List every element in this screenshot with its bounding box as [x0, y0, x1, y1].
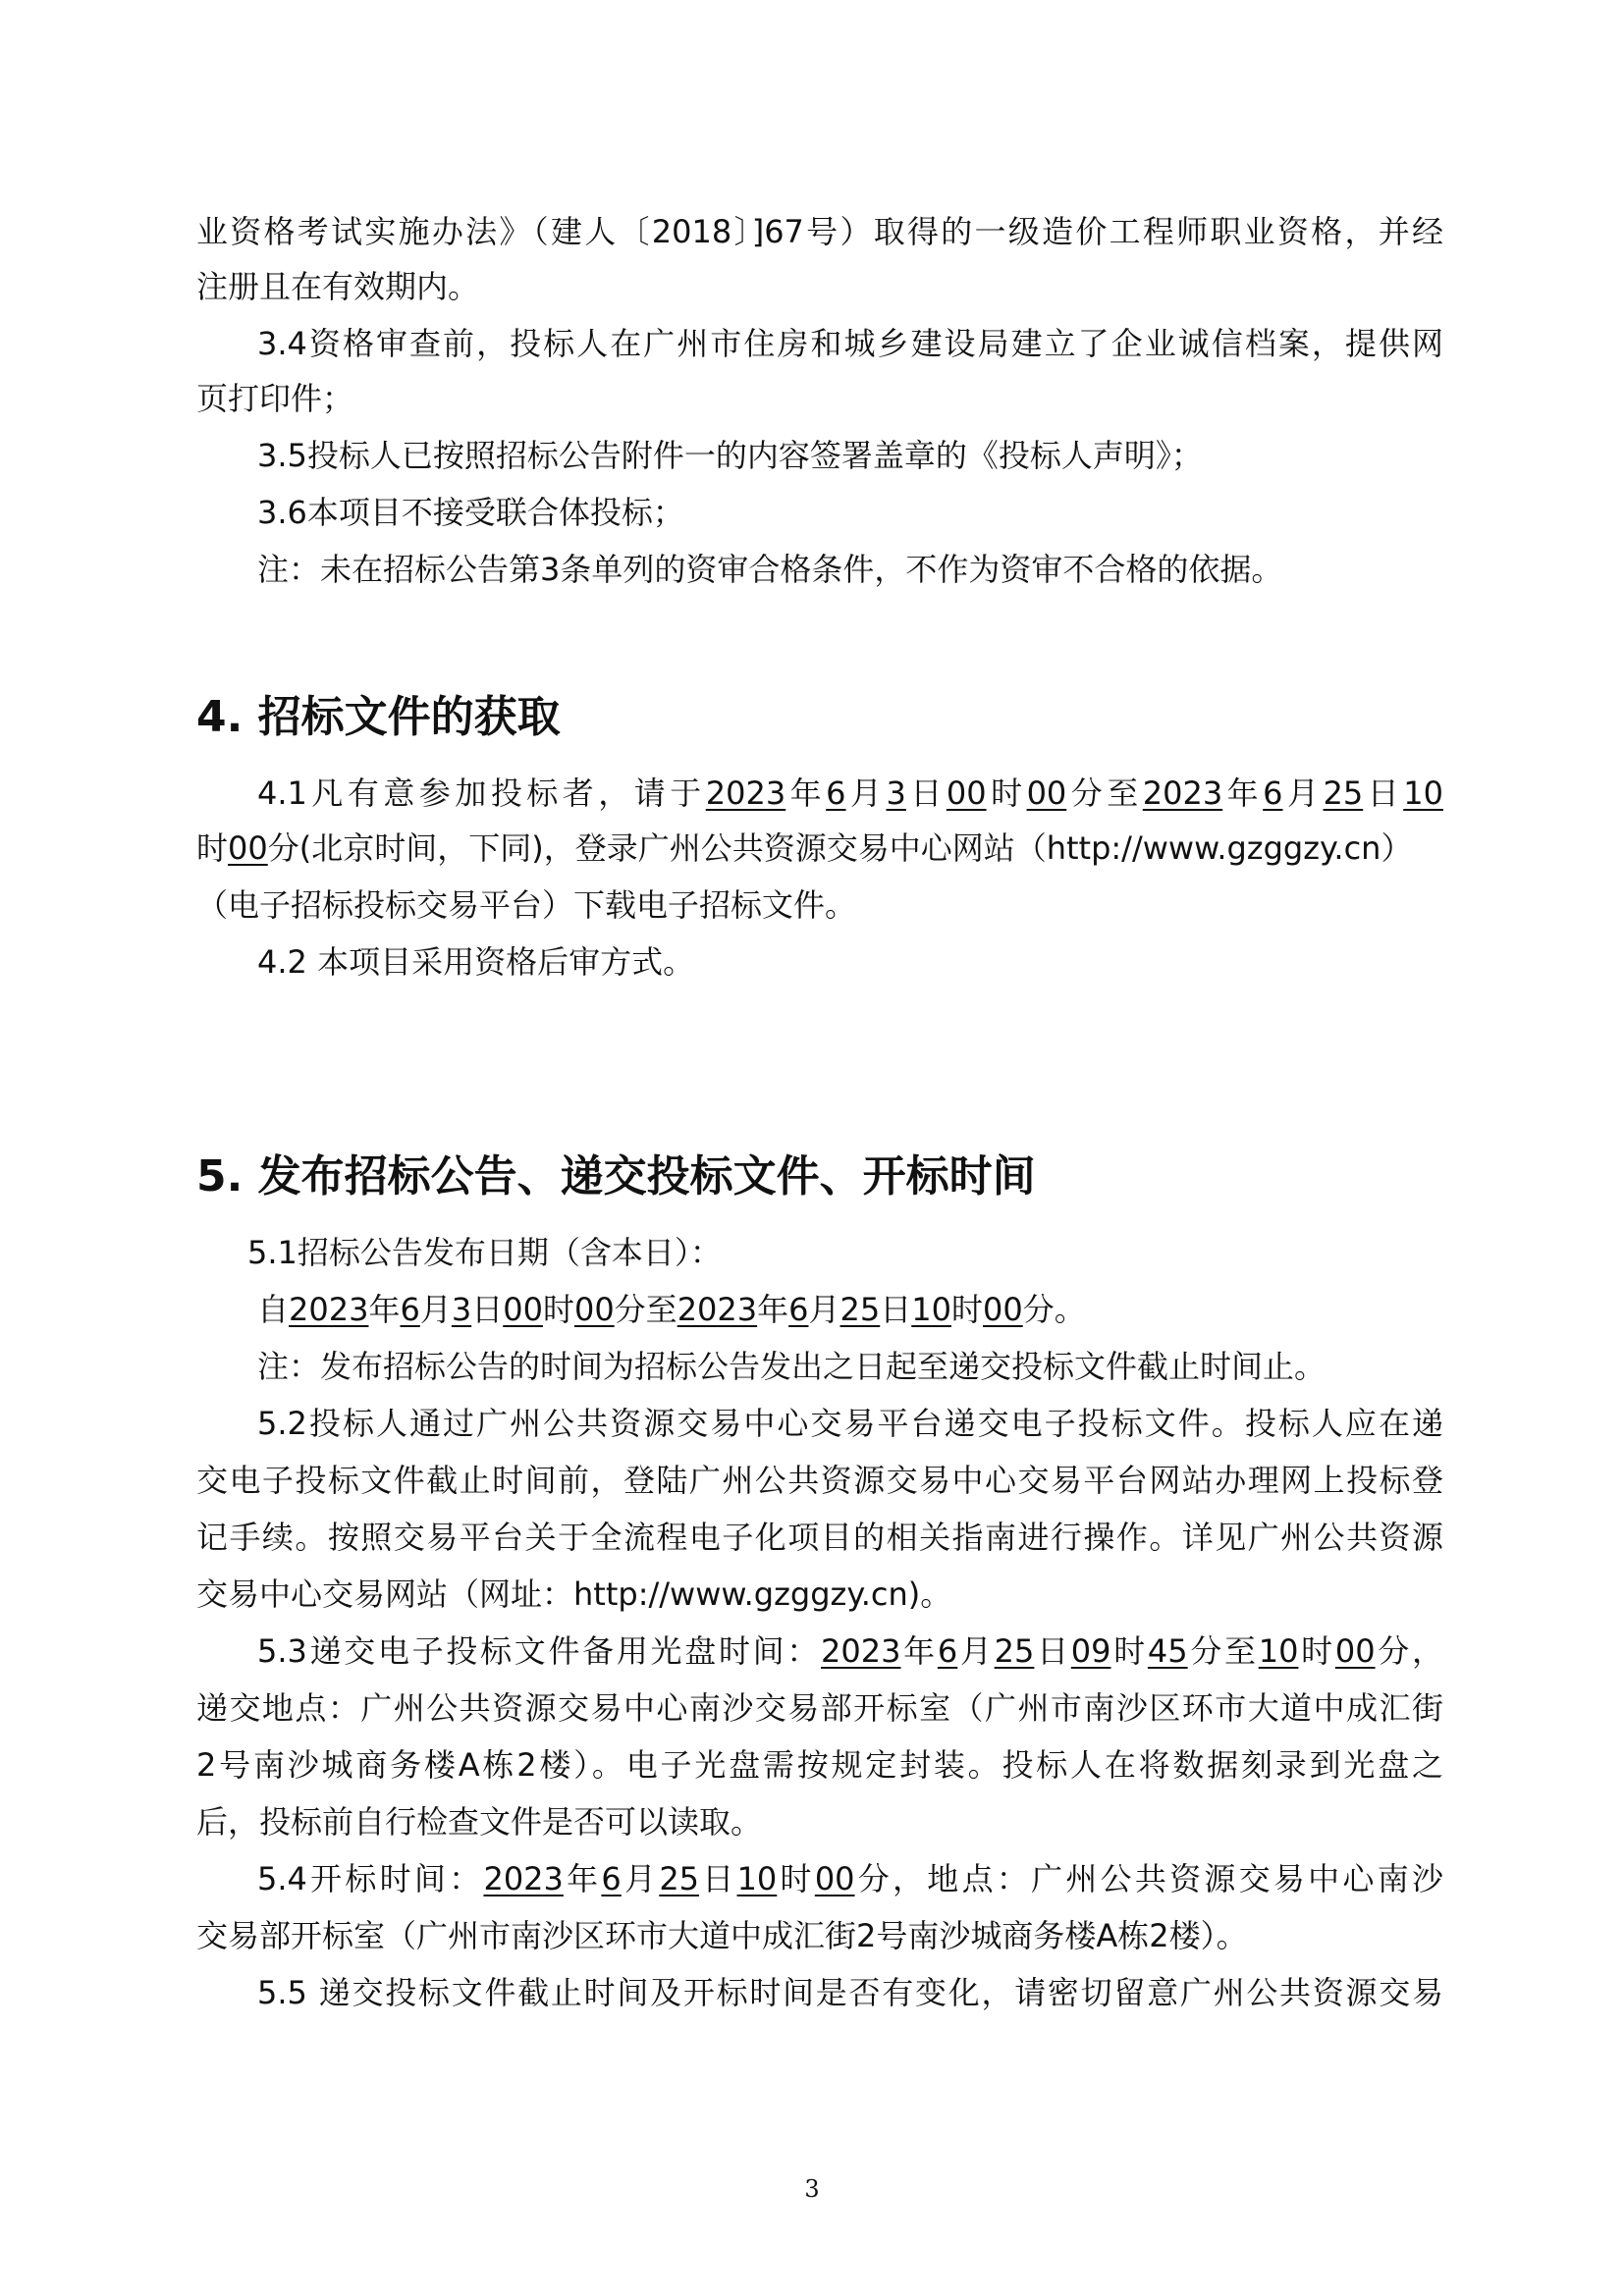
- note-3: 注：未在招标公告第3条单列的资审合格条件，不作为资审不合格的依据。: [257, 551, 1283, 588]
- paragraph-5-1-line-1: 5.1招标公告发布日期（含本日）：: [247, 1234, 722, 1271]
- p5-1-t-day: 日: [471, 1291, 504, 1328]
- p5-1-start-hour: 00: [503, 1291, 543, 1328]
- p5-4-day: 25: [659, 1860, 700, 1897]
- p5-1-t-month: 月: [419, 1291, 452, 1328]
- p5-3-year: 2023: [821, 1632, 901, 1670]
- paragraph-3-3-line-1: 业资格考试实施办法》（建人〔2018〕]67号）取得的一级造价工程师职业资格，并经: [196, 213, 1443, 250]
- p4-1-t-year2: 年: [1222, 774, 1264, 812]
- paragraph-5-3-line-2: 递交地点：广州公共资源交易中心南沙交易部开标室（广州市南沙区环市大道中成汇街: [196, 1689, 1443, 1727]
- p5-3-t-end: 分，: [1375, 1632, 1443, 1670]
- p4-1-start-hour: 00: [946, 774, 987, 812]
- p4-1-end-minute: 00: [228, 829, 268, 867]
- paragraph-4-1-line-1: [257, 774, 1443, 813]
- p5-1-t-hour2: 时: [950, 1291, 983, 1328]
- paragraph-3-6: 3.6本项目不接受联合体投标；: [257, 494, 684, 531]
- p5-3-end-minute: 00: [1334, 1632, 1376, 1670]
- section-4-heading: 4. 招标文件的获取: [196, 692, 561, 742]
- p5-1-start-year: 2023: [289, 1291, 369, 1328]
- paragraph-3-4-line-2: 页打印件；: [196, 380, 354, 417]
- p5-1-t-end: 分。: [1022, 1291, 1086, 1328]
- p5-1-end-year: 2023: [677, 1291, 758, 1328]
- p5-1-t-minute-to: 分至: [614, 1291, 677, 1328]
- p5-3-hour: 09: [1070, 1632, 1111, 1670]
- paragraph-4-2: 4.2 本项目采用资格后审方式。: [257, 943, 695, 981]
- p4-1-t-month: 月: [845, 774, 887, 812]
- p5-1-end-hour: 10: [911, 1291, 951, 1328]
- paragraph-5-3-line-4: 后，投标前自行检查文件是否可以读取。: [196, 1803, 763, 1841]
- page-number: 3: [804, 2175, 820, 2203]
- p4-1-end-month: 6: [1263, 774, 1283, 812]
- p5-3-t-hour: 时: [1110, 1632, 1148, 1670]
- paragraph-4-1-line-2: [196, 828, 1443, 868]
- paragraph-3-5: 3.5投标人已按照招标公告附件一的内容签署盖章的《投标人声明》；: [257, 437, 1203, 474]
- p4-1-start-month: 6: [826, 774, 846, 812]
- p5-4-year: 2023: [483, 1860, 564, 1897]
- paragraph-5-4-line-1: [257, 1859, 1443, 1898]
- paragraph-3-3-line-2: 注册且在有效期内。: [196, 268, 480, 305]
- p5-3-t-day: 日: [1034, 1632, 1071, 1670]
- p5-3-day: 25: [994, 1632, 1035, 1670]
- p5-4-t-day: 日: [699, 1860, 737, 1897]
- p5-1-start-day: 3: [451, 1291, 472, 1328]
- paragraph-5-2-line-3: 记手续。按照交易平台关于全流程电子化项目的相关指南进行操作。详见广州公共资源: [196, 1519, 1443, 1556]
- p4-1-t-year: 年: [785, 774, 827, 812]
- paragraph-5-3-line-1: [257, 1631, 1443, 1671]
- paragraph-5-2-line-2: 交电子投标文件截止时间前，登陆广州公共资源交易中心交易平台网站办理网上投标登: [196, 1462, 1443, 1499]
- p4-1-end-year: 2023: [1142, 774, 1223, 812]
- p5-1-end-month: 6: [788, 1291, 809, 1328]
- p5-4-t-year: 年: [563, 1860, 602, 1897]
- p5-1-start-month: 6: [400, 1291, 420, 1328]
- p5-3-end-hour: 10: [1258, 1632, 1299, 1670]
- p5-3-t-month: 月: [957, 1632, 995, 1670]
- p5-1-t-year: 年: [368, 1291, 401, 1328]
- p5-3-minute: 45: [1147, 1632, 1188, 1670]
- p5-1-t-year2: 年: [757, 1291, 789, 1328]
- paragraph-5-3-line-3: 2号南沙城商务楼A栋2楼）。电子光盘需按规定封装。投标人在将数据刻录到光盘之: [196, 1746, 1443, 1784]
- paragraph-5-4-line-2: 交易部开标室（广州市南沙区环市大道中成汇街2号南沙城商务楼A栋2楼）。: [196, 1917, 1248, 1954]
- p4-1-end-hour: 10: [1403, 774, 1443, 812]
- note-5-1: 注：发布招标公告的时间为招标公告发出之日起至递交投标文件截止时间止。: [257, 1348, 1326, 1385]
- paragraph-5-1-line-2: [257, 1290, 1443, 1329]
- p4-1-start-day: 3: [886, 774, 906, 812]
- p4-1-t-hour2: 时: [196, 829, 229, 867]
- p4-1-start-minute: 00: [1026, 774, 1067, 812]
- p5-1-t-day2: 日: [880, 1291, 912, 1328]
- paragraph-5-5: 5.5 递交投标文件截止时间及开标时间是否有变化，请密切留意广州公共资源交易: [257, 1974, 1443, 2011]
- p5-1-t-month2: 月: [808, 1291, 840, 1328]
- p5-4-minute: 00: [814, 1860, 855, 1897]
- paragraph-5-2-line-1: 5.2投标人通过广州公共资源交易中心交易平台递交电子投标文件。投标人应在递: [257, 1405, 1443, 1442]
- p5-4-prefix: 5.4开标时间：: [257, 1860, 484, 1897]
- p5-1-prefix: 自: [257, 1291, 290, 1328]
- paragraph-4-1-line-3: （电子招标投标交易平台）下载电子招标文件。: [196, 886, 857, 924]
- p5-4-t-month: 月: [621, 1860, 660, 1897]
- p4-1-t-minute-to: 分至: [1066, 774, 1143, 812]
- p4-1-line2-rest: 分(北京时间，下同)，登录广州公共资源交易中心网站（http://www.gzggzy.cn）: [267, 829, 1413, 867]
- p4-1-prefix: 4.1凡有意参加投标者，请于: [257, 774, 706, 812]
- section-5-heading: 5. 发布招标公告、递交投标文件、开标时间: [196, 1151, 1036, 1201]
- paragraph-5-2-line-4: 交易中心交易网站（网址：http://www.gzggzy.cn)。: [196, 1575, 952, 1613]
- p5-1-end-day: 25: [839, 1291, 881, 1328]
- p5-1-start-minute: 00: [573, 1291, 615, 1328]
- p5-3-t-hour2: 时: [1298, 1632, 1335, 1670]
- p5-3-t-minute-to: 分至: [1187, 1632, 1259, 1670]
- p5-3-month: 6: [937, 1632, 958, 1670]
- p5-1-end-minute: 00: [982, 1291, 1023, 1328]
- p5-4-t-rest: 分，地点：广州公共资源交易中心南沙: [854, 1860, 1443, 1897]
- p5-4-hour: 10: [736, 1860, 778, 1897]
- p4-1-end-day: 25: [1323, 774, 1364, 812]
- paragraph-3-4-line-1: 3.4资格审查前，投标人在广州市住房和城乡建设局建立了企业诚信档案，提供网: [257, 325, 1443, 362]
- p5-4-t-hour: 时: [777, 1860, 815, 1897]
- p5-3-prefix: 5.3递交电子投标文件备用光盘时间：: [257, 1632, 822, 1670]
- p5-1-t-hour: 时: [542, 1291, 574, 1328]
- p5-3-t-year: 年: [900, 1632, 938, 1670]
- p4-1-t-hour: 时: [986, 774, 1027, 812]
- p4-1-t-month2: 月: [1282, 774, 1324, 812]
- p5-4-month: 6: [601, 1860, 622, 1897]
- p4-1-t-day: 日: [905, 774, 947, 812]
- p4-1-start-year: 2023: [705, 774, 786, 812]
- p4-1-t-day2: 日: [1363, 774, 1404, 812]
